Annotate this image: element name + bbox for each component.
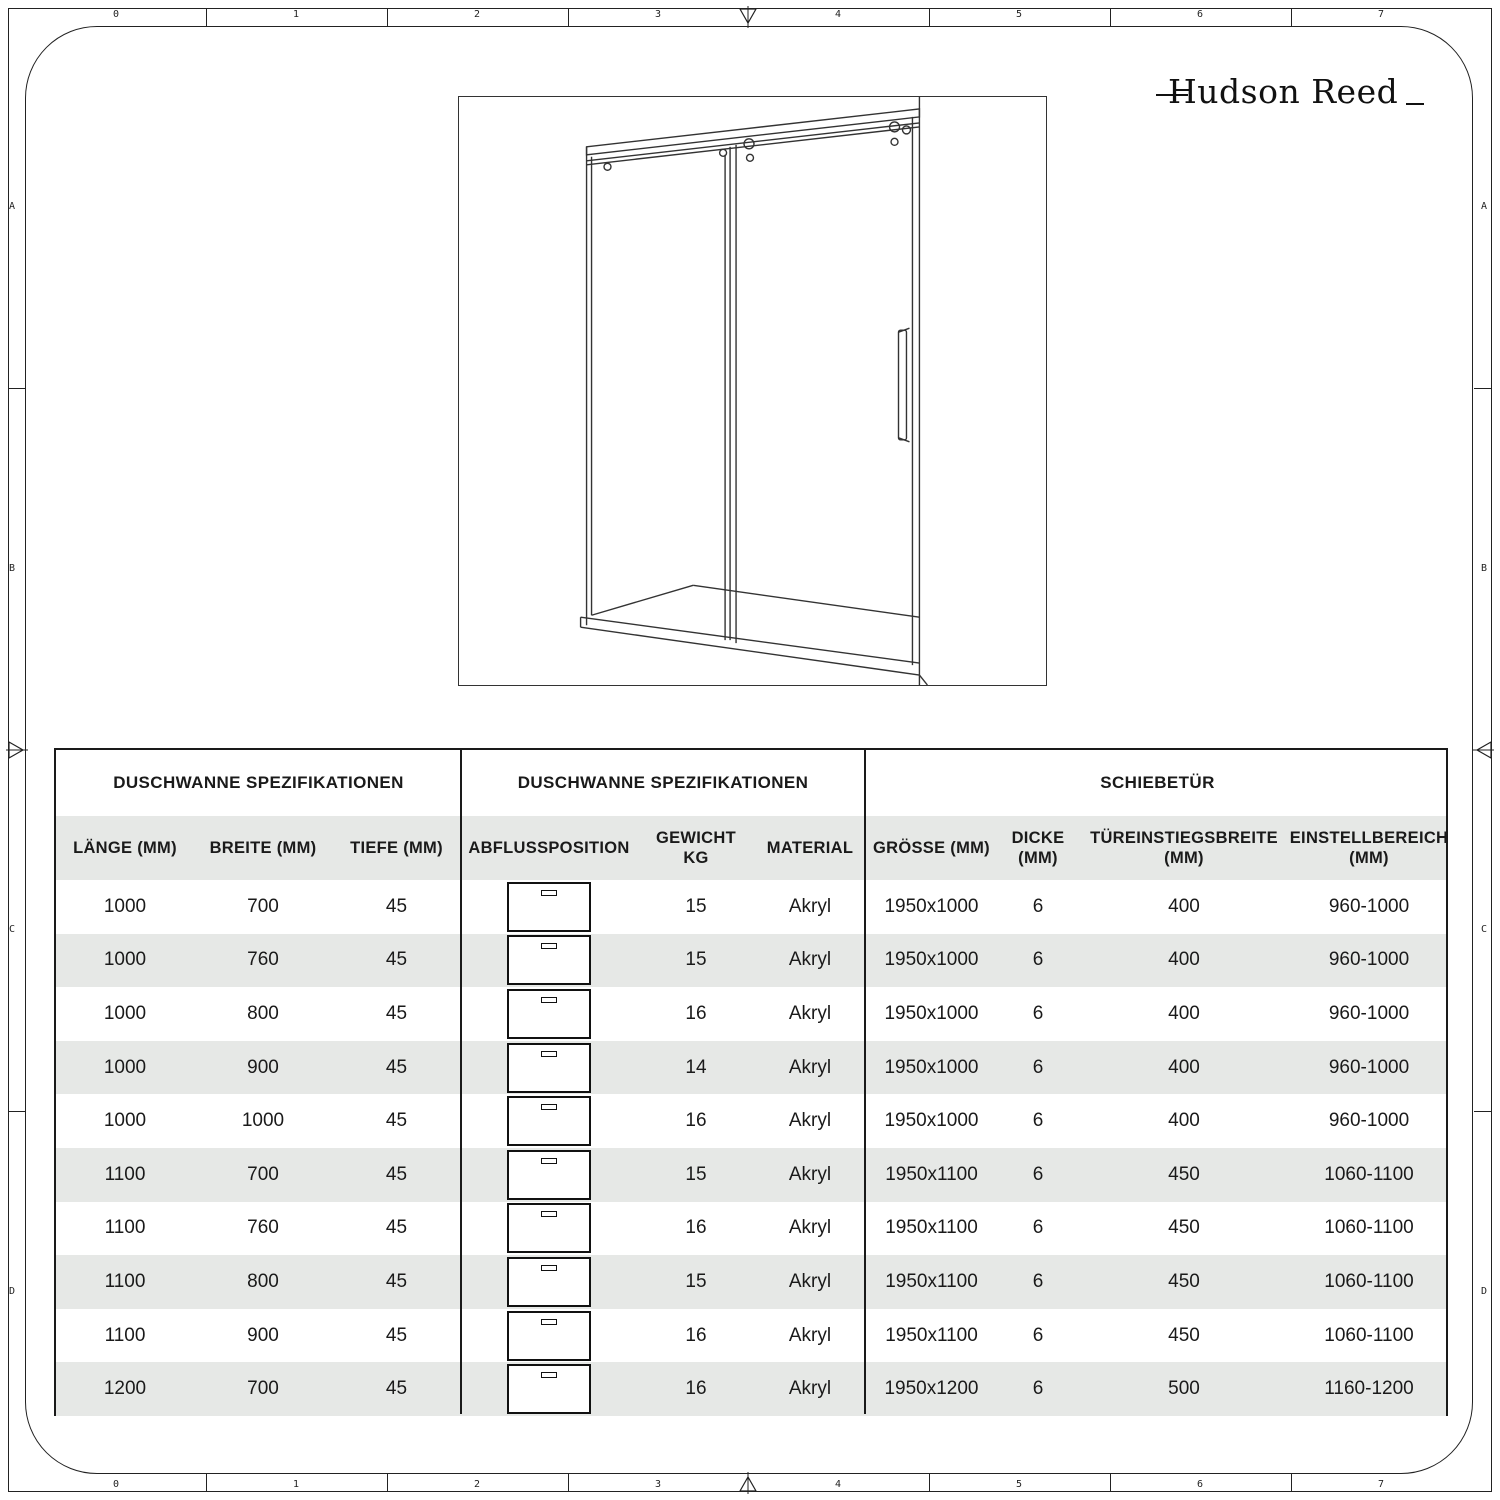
frame-tick: [1474, 388, 1491, 389]
cell-groesse: 1950x1100: [885, 1163, 978, 1185]
table-row: [56, 934, 1446, 988]
cell-tiefe: 45: [385, 895, 408, 917]
drain-position-icon: [507, 1364, 591, 1414]
frame-tick: [1110, 1474, 1111, 1491]
cell-gewicht: 15: [685, 1163, 707, 1185]
drain-slot-icon: [541, 1372, 557, 1378]
cell-dicke: 6: [1032, 1002, 1044, 1024]
cell-tuereinstiegsbreite: 400: [1168, 1002, 1200, 1024]
drain-slot-icon: [541, 890, 557, 896]
cell-abflussposition: [461, 880, 637, 934]
cell-tuereinstiegsbreite: 450: [1168, 1270, 1200, 1292]
drain-slot-icon: [541, 1265, 557, 1271]
cell-dicke: 6: [1032, 1217, 1044, 1239]
cell-dicke: 6: [1032, 1163, 1044, 1185]
frame-tick: [1291, 9, 1292, 26]
frame-tick: [387, 1474, 388, 1491]
cell-material: Akryl: [788, 1163, 832, 1185]
cell-breite: 900: [247, 1324, 279, 1346]
table-row: [56, 1148, 1446, 1202]
drain-slot-icon: [541, 1319, 557, 1325]
cell-dicke: 6: [1032, 1056, 1044, 1078]
cell-tuereinstiegsbreite: 500: [1168, 1378, 1200, 1400]
cell-tuereinstiegsbreite: 450: [1168, 1163, 1200, 1185]
drain-position-icon: [507, 989, 591, 1039]
cell-einstellbereich: 960-1000: [1328, 1110, 1410, 1132]
cell-einstellbereich: 960-1000: [1328, 949, 1410, 971]
cell-tuereinstiegsbreite: 450: [1168, 1217, 1200, 1239]
cell-groesse: 1950x1000: [884, 949, 979, 971]
drain-position-icon: [507, 1043, 591, 1093]
drain-slot-icon: [541, 943, 557, 949]
frame-center-arrow-icon: [6, 739, 28, 761]
brand-name: Hudson Reed: [1168, 72, 1399, 111]
col-header-groesse: GRÖSSE (MM): [873, 839, 990, 857]
cell-abflussposition: [461, 1255, 637, 1309]
cell-gewicht: 14: [685, 1056, 707, 1078]
cell-groesse: 1950x1000: [884, 1056, 979, 1078]
cell-gewicht: 16: [685, 1217, 707, 1239]
cell-breite: 800: [247, 1002, 279, 1024]
cell-abflussposition: [461, 987, 637, 1041]
drain-slot-icon: [541, 1158, 557, 1164]
col-header-abflussposition: ABFLUSSPOSITION: [468, 839, 630, 857]
logo-rule-right: [1406, 103, 1424, 105]
drain-position-icon: [507, 1257, 591, 1307]
frame-center-arrow-icon: [737, 6, 759, 28]
table-row: [56, 1041, 1446, 1095]
drain-slot-icon: [541, 1051, 557, 1057]
cell-material: Akryl: [788, 1110, 832, 1132]
cell-einstellbereich: 1160-1200: [1324, 1378, 1414, 1400]
brand-logo: [1156, 70, 1426, 116]
sliding-shower-door-drawing: [459, 97, 1046, 685]
cell-tiefe: 45: [385, 1056, 408, 1078]
frame-column-label: 0: [113, 1479, 120, 1490]
drain-slot-icon: [541, 1104, 557, 1110]
frame-row-label: D: [9, 1286, 16, 1297]
cell-einstellbereich: 1060-1100: [1324, 1324, 1414, 1346]
table-group-header-row: [56, 750, 1446, 816]
cell-dicke: 6: [1032, 949, 1044, 971]
drain-position-icon: [507, 1096, 591, 1146]
cell-groesse: 1950x1100: [885, 1217, 978, 1239]
cell-tiefe: 45: [385, 1110, 408, 1132]
frame-column-label: 2: [474, 9, 481, 20]
col-header-tuereinstiegsbreite: TÜREINSTIEGSBREITE (MM): [1090, 829, 1278, 867]
cell-groesse: 1950x1000: [884, 1110, 979, 1132]
cell-abflussposition: [461, 1309, 637, 1363]
cell-dicke: 6: [1032, 895, 1044, 917]
frame-column-label: 0: [113, 9, 120, 20]
cell-tuereinstiegsbreite: 400: [1168, 949, 1200, 971]
cell-laenge: 1000: [103, 1056, 147, 1078]
frame-tick: [1474, 1111, 1491, 1112]
drain-position-icon: [507, 1311, 591, 1361]
frame-row-label: D: [1481, 1286, 1488, 1297]
cell-laenge: 1200: [103, 1378, 147, 1400]
table-column-header-row: [56, 816, 1449, 880]
cell-abflussposition: [461, 1202, 637, 1256]
frame-tick: [1110, 9, 1111, 26]
cell-material: Akryl: [788, 1217, 832, 1239]
table-row: [56, 987, 1446, 1041]
frame-center-arrow-icon: [1472, 739, 1494, 761]
drain-position-icon: [507, 1203, 591, 1253]
frame-tick: [929, 9, 930, 26]
cell-breite: 700: [247, 895, 279, 917]
cell-tiefe: 45: [385, 1217, 408, 1239]
cell-laenge: 1000: [103, 1110, 147, 1132]
cell-abflussposition: [461, 1094, 637, 1148]
cell-material: Akryl: [788, 1056, 832, 1078]
frame-column-label: 7: [1378, 1479, 1385, 1490]
product-image: [458, 96, 1047, 686]
cell-einstellbereich: 960-1000: [1328, 1002, 1410, 1024]
frame-row-label: B: [1481, 563, 1488, 574]
cell-breite: 800: [247, 1270, 279, 1292]
cell-tiefe: 45: [385, 1378, 408, 1400]
cell-tuereinstiegsbreite: 400: [1168, 895, 1200, 917]
cell-gewicht: 16: [685, 1002, 707, 1024]
table-row: [56, 1094, 1446, 1148]
col-header-gewicht: GEWICHT KG: [655, 829, 736, 867]
group-header-tray-dimensions: DUSCHWANNE SPEZIFIKATIONEN: [113, 773, 404, 792]
cell-dicke: 6: [1032, 1110, 1044, 1132]
frame-column-label: 6: [1197, 1479, 1204, 1490]
table-row: [56, 1309, 1446, 1363]
cell-einstellbereich: 1060-1100: [1324, 1270, 1414, 1292]
cell-tiefe: 45: [385, 1324, 408, 1346]
cell-breite: 900: [247, 1056, 279, 1078]
frame-column-label: 2: [474, 1479, 481, 1490]
cell-dicke: 6: [1032, 1378, 1044, 1400]
frame-column-label: 3: [655, 1479, 662, 1490]
col-header-breite: BREITE (MM): [209, 839, 317, 857]
frame-tick: [929, 1474, 930, 1491]
drain-position-icon: [507, 882, 591, 932]
cell-einstellbereich: 960-1000: [1328, 895, 1410, 917]
cell-laenge: 1000: [103, 1002, 147, 1024]
cell-gewicht: 16: [685, 1324, 707, 1346]
cell-tiefe: 45: [385, 1270, 408, 1292]
cell-gewicht: 15: [685, 1270, 707, 1292]
cell-einstellbereich: 960-1000: [1328, 1056, 1410, 1078]
col-header-dicke: DICKE (MM): [1011, 829, 1065, 867]
frame-row-label: C: [1481, 924, 1488, 935]
cell-material: Akryl: [788, 1002, 832, 1024]
cell-breite: 700: [247, 1163, 279, 1185]
drain-slot-icon: [541, 1211, 557, 1217]
cell-tuereinstiegsbreite: 400: [1168, 1056, 1200, 1078]
frame-center-arrow-icon: [737, 1472, 759, 1494]
cell-groesse: 1950x1100: [885, 1270, 978, 1292]
frame-column-label: 5: [1016, 9, 1023, 20]
frame-tick: [568, 1474, 569, 1491]
frame-tick: [206, 1474, 207, 1491]
frame-row-label: A: [9, 201, 16, 212]
cell-tiefe: 45: [385, 1163, 408, 1185]
col-header-einstellbereich: EINSTELLBEREICH (MM): [1289, 829, 1449, 867]
frame-column-label: 1: [293, 1479, 300, 1490]
col-header-material: MATERIAL: [766, 839, 854, 857]
cell-material: Akryl: [788, 1324, 832, 1346]
cell-gewicht: 16: [685, 1378, 707, 1400]
frame-row-label: B: [9, 563, 16, 574]
cell-breite: 1000: [241, 1110, 285, 1132]
cell-breite: 760: [247, 949, 279, 971]
cell-abflussposition: [461, 1041, 637, 1095]
cell-breite: 700: [247, 1378, 279, 1400]
cell-tiefe: 45: [385, 1002, 408, 1024]
cell-tuereinstiegsbreite: 400: [1168, 1110, 1200, 1132]
cell-laenge: 1000: [103, 949, 147, 971]
group-divider: [864, 750, 866, 1414]
col-header-tiefe: TIEFE (MM): [350, 839, 443, 857]
frame-column-label: 1: [293, 9, 300, 20]
cell-groesse: 1950x1000: [884, 895, 979, 917]
spec-table: [54, 748, 1448, 1416]
group-header-sliding-door: SCHIEBETÜR: [1100, 773, 1215, 792]
table-row: [56, 1255, 1446, 1309]
cell-groesse: 1950x1100: [885, 1324, 978, 1346]
cell-abflussposition: [461, 934, 637, 988]
frame-tick: [206, 9, 207, 26]
frame-row-label: C: [9, 924, 16, 935]
frame-tick: [9, 388, 26, 389]
frame-tick: [9, 1111, 26, 1112]
frame-tick: [387, 9, 388, 26]
cell-material: Akryl: [788, 1378, 832, 1400]
cell-gewicht: 15: [685, 895, 707, 917]
frame-tick: [568, 9, 569, 26]
cell-tuereinstiegsbreite: 450: [1168, 1324, 1200, 1346]
cell-laenge: 1100: [104, 1324, 146, 1346]
drain-slot-icon: [541, 997, 557, 1003]
cell-einstellbereich: 1060-1100: [1324, 1163, 1414, 1185]
frame-column-label: 4: [835, 9, 842, 20]
group-header-tray-details: DUSCHWANNE SPEZIFIKATIONEN: [517, 773, 809, 792]
cell-material: Akryl: [788, 895, 832, 917]
cell-groesse: 1950x1200: [884, 1378, 979, 1400]
table-row: [56, 1202, 1446, 1256]
frame-tick: [1291, 1474, 1292, 1491]
cell-dicke: 6: [1032, 1324, 1044, 1346]
frame-column-label: 5: [1016, 1479, 1023, 1490]
cell-laenge: 1100: [104, 1270, 146, 1292]
cell-dicke: 6: [1032, 1270, 1044, 1292]
col-header-laenge: LÄNGE (MM): [73, 839, 177, 857]
table-row: [56, 880, 1446, 934]
cell-groesse: 1950x1000: [884, 1002, 979, 1024]
cell-tiefe: 45: [385, 949, 408, 971]
cell-abflussposition: [461, 1148, 637, 1202]
frame-column-label: 7: [1378, 9, 1385, 20]
frame-column-label: 4: [835, 1479, 842, 1490]
cell-laenge: 1100: [104, 1163, 146, 1185]
cell-laenge: 1100: [104, 1217, 146, 1239]
cell-gewicht: 16: [685, 1110, 707, 1132]
cell-material: Akryl: [788, 949, 832, 971]
drain-position-icon: [507, 1150, 591, 1200]
cell-breite: 760: [247, 1217, 279, 1239]
frame-row-label: A: [1481, 201, 1488, 212]
cell-laenge: 1000: [103, 895, 147, 917]
cell-abflussposition: [461, 1362, 637, 1416]
frame-column-label: 6: [1197, 9, 1204, 20]
cell-einstellbereich: 1060-1100: [1324, 1217, 1414, 1239]
cell-gewicht: 15: [685, 949, 707, 971]
table-row: [56, 1362, 1446, 1416]
group-divider: [460, 750, 462, 1414]
cell-material: Akryl: [788, 1270, 832, 1292]
drain-position-icon: [507, 935, 591, 985]
frame-column-label: 3: [655, 9, 662, 20]
